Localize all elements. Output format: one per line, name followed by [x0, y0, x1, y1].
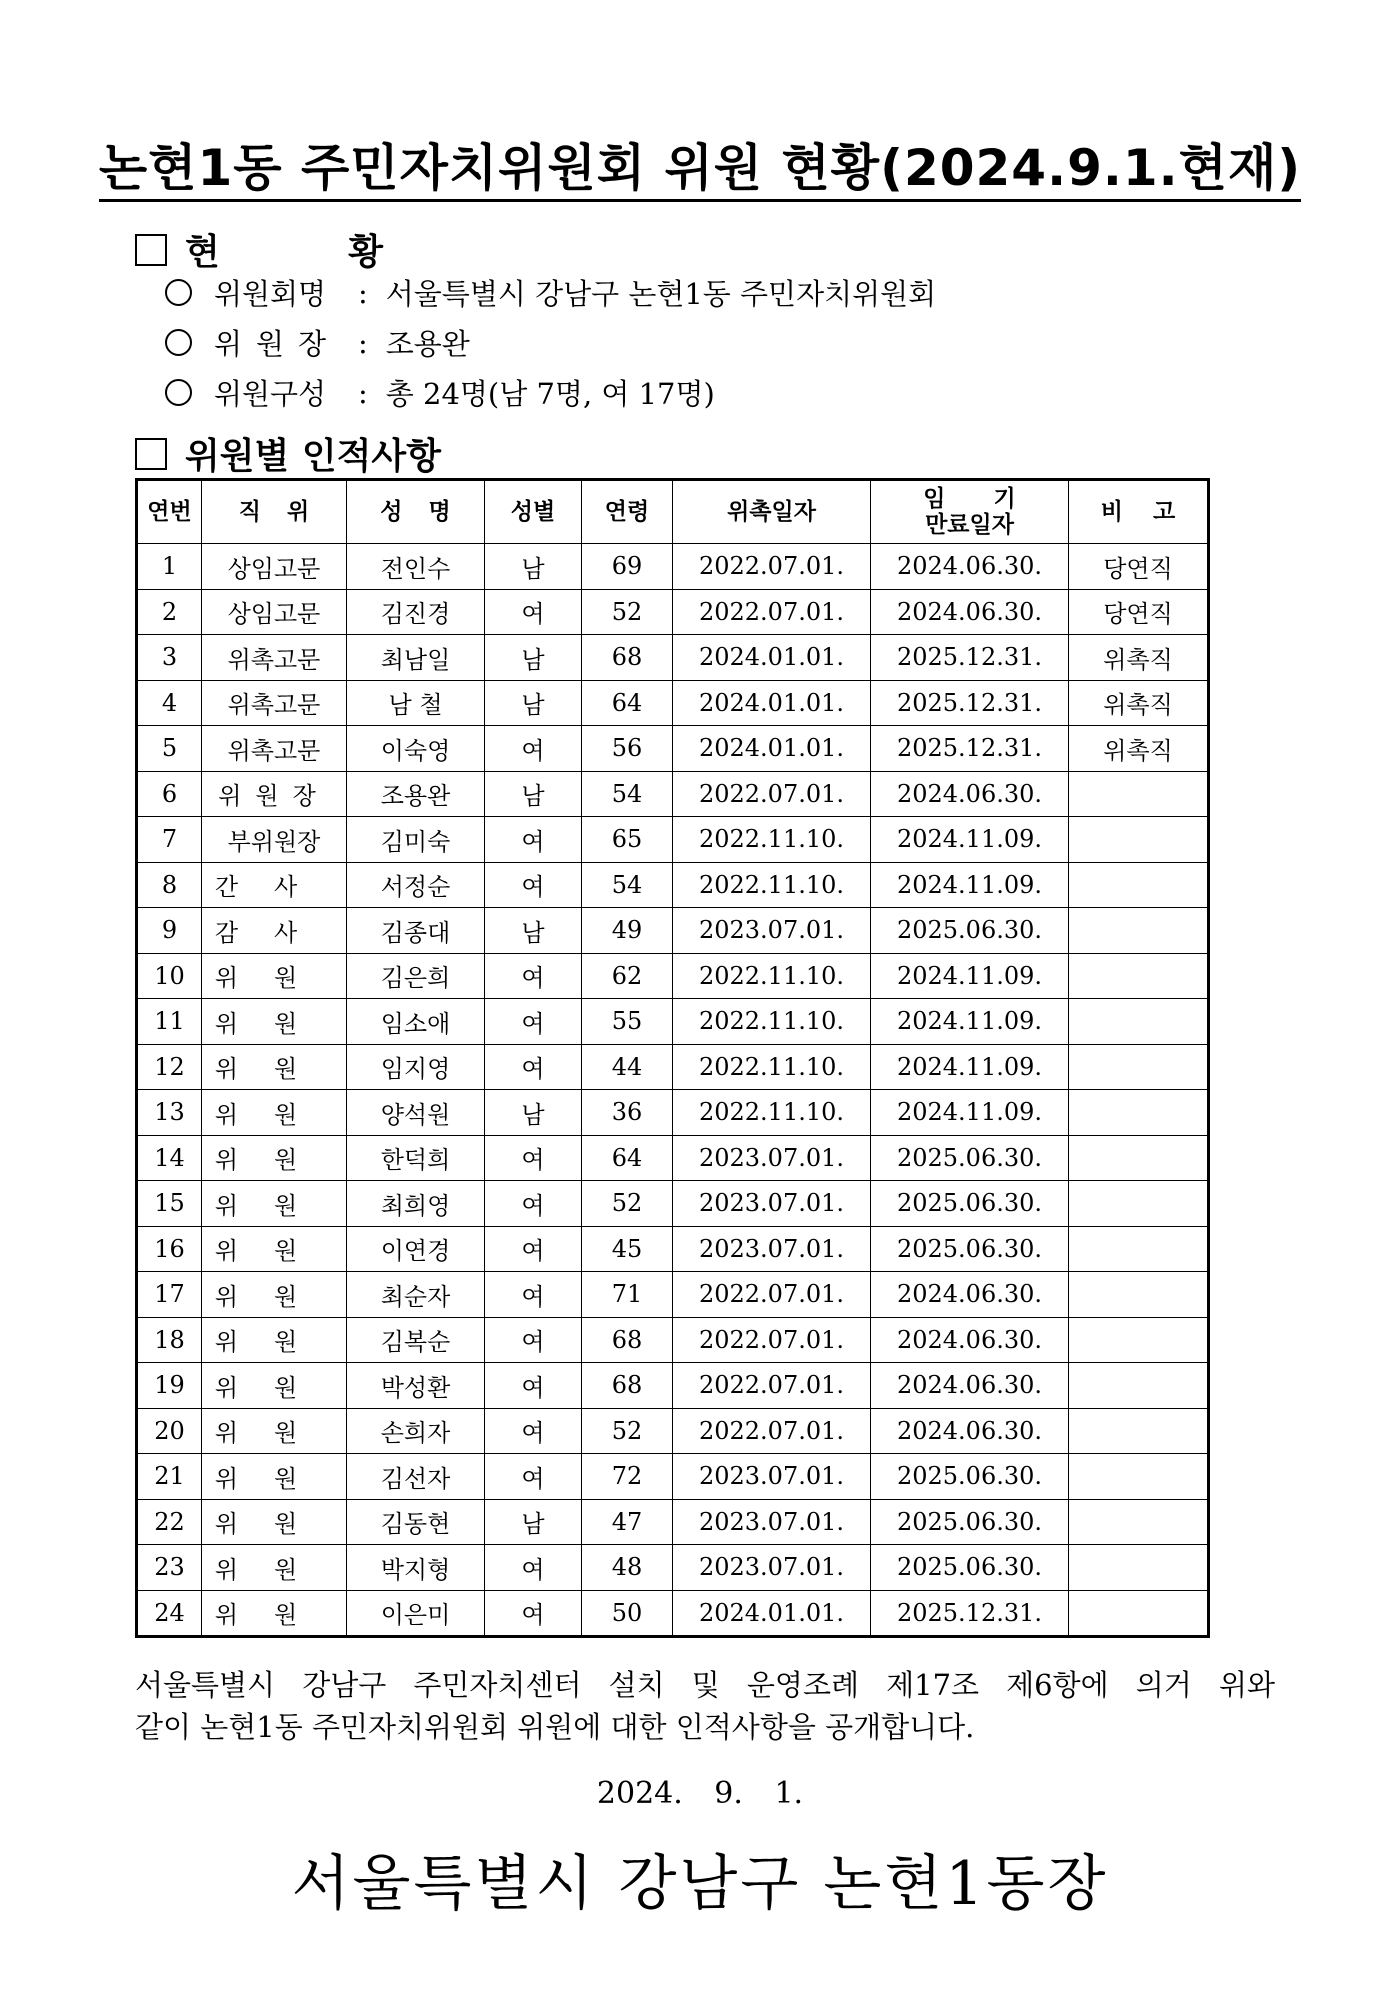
cell-name: 서정순 — [347, 862, 485, 908]
cell-appointed: 2022.07.01. — [673, 589, 871, 635]
cell-note — [1069, 1454, 1209, 1500]
circle-bullet-icon — [165, 379, 192, 406]
cell-expires: 2024.06.30. — [871, 1272, 1069, 1318]
header-term-bottom: 만료일자 — [925, 512, 1014, 538]
cell-age: 68 — [582, 1363, 673, 1409]
cell-name: 박성환 — [347, 1363, 485, 1409]
cell-appointed: 2023.07.01. — [673, 1454, 871, 1500]
cell-no: 15 — [137, 1181, 202, 1227]
cell-position: 간사 — [202, 862, 347, 908]
cell-position: 위원 — [202, 1135, 347, 1181]
cell-no: 8 — [137, 862, 202, 908]
cell-appointed: 2024.01.01. — [673, 680, 871, 726]
cell-expires: 2025.06.30. — [871, 1545, 1069, 1591]
cell-expires: 2024.06.30. — [871, 771, 1069, 817]
cell-age: 54 — [582, 771, 673, 817]
cell-age: 68 — [582, 635, 673, 681]
cell-age: 69 — [582, 544, 673, 590]
cell-name: 양석원 — [347, 1090, 485, 1136]
cell-position: 상임고문 — [202, 544, 347, 590]
cell-age: 55 — [582, 999, 673, 1045]
cell-gender: 여 — [485, 1363, 582, 1409]
cell-age: 52 — [582, 589, 673, 635]
cell-position: 감사 — [202, 908, 347, 954]
cell-expires: 2024.06.30. — [871, 589, 1069, 635]
cell-name: 이숙영 — [347, 726, 485, 772]
cell-no: 4 — [137, 680, 202, 726]
table-row — [137, 999, 1209, 1045]
cell-expires: 2024.06.30. — [871, 544, 1069, 590]
cell-appointed: 2022.07.01. — [673, 1272, 871, 1318]
cell-note — [1069, 1181, 1209, 1227]
document-title-text: 논현1동 주민자치위원회 위원 현황(2024.9.1.현재) — [99, 139, 1301, 202]
cell-no: 7 — [137, 817, 202, 863]
cell-no: 22 — [137, 1499, 202, 1545]
table-row — [137, 1090, 1209, 1136]
table-row — [137, 544, 1209, 590]
cell-note: 당연직 — [1069, 544, 1209, 590]
cell-appointed: 2022.07.01. — [673, 1363, 871, 1409]
cell-age: 49 — [582, 908, 673, 954]
table-row — [137, 771, 1209, 817]
cell-expires: 2025.12.31. — [871, 726, 1069, 772]
cell-name: 이은미 — [347, 1590, 485, 1637]
cell-position: 위원 — [202, 1408, 347, 1454]
cell-appointed: 2023.07.01. — [673, 1499, 871, 1545]
cell-position: 위원 — [202, 1272, 347, 1318]
cell-note: 위촉직 — [1069, 680, 1209, 726]
cell-note — [1069, 1545, 1209, 1591]
cell-gender: 여 — [485, 1044, 582, 1090]
table-row — [137, 1317, 1209, 1363]
table-row — [137, 862, 1209, 908]
cell-gender: 여 — [485, 726, 582, 772]
cell-gender: 여 — [485, 1272, 582, 1318]
header-name: 성 명 — [347, 480, 485, 544]
header-appointed: 위촉일자 — [673, 480, 871, 544]
circle-bullet-icon — [165, 329, 192, 356]
cell-age: 47 — [582, 1499, 673, 1545]
cell-gender: 여 — [485, 1181, 582, 1227]
cell-note — [1069, 953, 1209, 999]
cell-expires: 2025.06.30. — [871, 908, 1069, 954]
cell-position: 위촉고문 — [202, 635, 347, 681]
cell-expires: 2025.06.30. — [871, 1454, 1069, 1500]
cell-age: 45 — [582, 1226, 673, 1272]
cell-age: 52 — [582, 1181, 673, 1227]
section-members-label: 위원별 인적사항 — [185, 436, 441, 477]
cell-position: 위원 — [202, 1317, 347, 1363]
cell-gender: 여 — [485, 1317, 582, 1363]
cell-note: 위촉직 — [1069, 635, 1209, 681]
cell-expires: 2025.06.30. — [871, 1135, 1069, 1181]
cell-name: 이연경 — [347, 1226, 485, 1272]
cell-note — [1069, 817, 1209, 863]
section-status-label: 현 황 — [185, 232, 442, 273]
cell-age: 68 — [582, 1317, 673, 1363]
status-label: 위원구성 — [214, 377, 327, 411]
cell-name: 남 철 — [347, 680, 485, 726]
cell-gender: 여 — [485, 1408, 582, 1454]
cell-gender: 남 — [485, 680, 582, 726]
status-value: 총 24명(남 7명, 여 17명) — [385, 377, 715, 411]
cell-name: 최순자 — [347, 1272, 485, 1318]
table-row — [137, 908, 1209, 954]
disclosure-notice — [135, 1664, 1275, 1748]
cell-no: 2 — [137, 589, 202, 635]
cell-gender: 여 — [485, 953, 582, 999]
cell-no: 14 — [137, 1135, 202, 1181]
table-header-row — [137, 480, 1209, 544]
cell-appointed: 2023.07.01. — [673, 1545, 871, 1591]
cell-gender: 여 — [485, 1454, 582, 1500]
cell-name: 김복순 — [347, 1317, 485, 1363]
cell-name: 임소애 — [347, 999, 485, 1045]
cell-note — [1069, 1590, 1209, 1637]
cell-name: 김동현 — [347, 1499, 485, 1545]
cell-name: 조용완 — [347, 771, 485, 817]
cell-appointed: 2022.07.01. — [673, 544, 871, 590]
table-row — [137, 1454, 1209, 1500]
cell-note — [1069, 1272, 1209, 1318]
cell-position: 위원 — [202, 1363, 347, 1409]
cell-age: 44 — [582, 1044, 673, 1090]
cell-age: 64 — [582, 680, 673, 726]
status-item-committee — [165, 272, 936, 313]
header-term — [871, 480, 1069, 544]
cell-expires: 2025.12.31. — [871, 635, 1069, 681]
cell-position: 위원 — [202, 1090, 347, 1136]
cell-age: 54 — [582, 862, 673, 908]
colon-separator: : — [358, 275, 368, 310]
cell-name: 김진경 — [347, 589, 485, 635]
cell-expires: 2025.12.31. — [871, 1590, 1069, 1637]
cell-position: 상임고문 — [202, 589, 347, 635]
cell-appointed: 2022.07.01. — [673, 1408, 871, 1454]
cell-gender: 남 — [485, 635, 582, 681]
cell-note — [1069, 1090, 1209, 1136]
cell-expires: 2025.12.31. — [871, 680, 1069, 726]
table-row — [137, 1590, 1209, 1637]
cell-appointed: 2023.07.01. — [673, 1135, 871, 1181]
cell-expires: 2024.11.09. — [871, 1090, 1069, 1136]
cell-name: 한덕희 — [347, 1135, 485, 1181]
cell-note — [1069, 862, 1209, 908]
table-row — [137, 1135, 1209, 1181]
cell-name: 김선자 — [347, 1454, 485, 1500]
cell-no: 19 — [137, 1363, 202, 1409]
cell-note — [1069, 1044, 1209, 1090]
status-value: 서울특별시 강남구 논현1동 주민자치위원회 — [385, 277, 937, 311]
cell-age: 56 — [582, 726, 673, 772]
cell-appointed: 2022.11.10. — [673, 817, 871, 863]
cell-appointed: 2022.11.10. — [673, 1044, 871, 1090]
cell-position: 위원 — [202, 1545, 347, 1591]
cell-no: 18 — [137, 1317, 202, 1363]
cell-no: 24 — [137, 1590, 202, 1637]
cell-position: 위촉고문 — [202, 726, 347, 772]
table-row — [137, 1363, 1209, 1409]
cell-age: 52 — [582, 1408, 673, 1454]
table-row — [137, 680, 1209, 726]
cell-position: 부위원장 — [202, 817, 347, 863]
status-label: 위원장 — [214, 327, 341, 361]
cell-expires: 2025.06.30. — [871, 1499, 1069, 1545]
cell-gender: 여 — [485, 817, 582, 863]
header-note: 비 고 — [1069, 480, 1209, 544]
notice-line-2: 같이 논현1동 주민자치위원회 위원에 대한 인적사항을 공개합니다. — [135, 1710, 975, 1744]
cell-appointed: 2024.01.01. — [673, 635, 871, 681]
table-row — [137, 1181, 1209, 1227]
cell-note — [1069, 771, 1209, 817]
cell-age: 50 — [582, 1590, 673, 1637]
cell-gender: 여 — [485, 1590, 582, 1637]
cell-gender: 여 — [485, 1545, 582, 1591]
cell-note — [1069, 1408, 1209, 1454]
cell-position: 위원 — [202, 1181, 347, 1227]
document-date: 2024. 9. 1. — [596, 1776, 804, 1811]
cell-no: 20 — [137, 1408, 202, 1454]
cell-expires: 2024.11.09. — [871, 817, 1069, 863]
cell-gender: 여 — [485, 862, 582, 908]
cell-no: 1 — [137, 544, 202, 590]
cell-name: 최남일 — [347, 635, 485, 681]
cell-expires: 2024.06.30. — [871, 1363, 1069, 1409]
cell-name: 박지형 — [347, 1545, 485, 1591]
cell-expires: 2024.06.30. — [871, 1317, 1069, 1363]
cell-expires: 2025.06.30. — [871, 1226, 1069, 1272]
cell-note — [1069, 999, 1209, 1045]
square-bullet-icon — [135, 234, 167, 266]
header-gender: 성별 — [485, 480, 582, 544]
cell-appointed: 2024.01.01. — [673, 1590, 871, 1637]
table-row — [137, 817, 1209, 863]
cell-name: 김은희 — [347, 953, 485, 999]
cell-no: 17 — [137, 1272, 202, 1318]
cell-name: 임지영 — [347, 1044, 485, 1090]
issuer-signature: 서울특별시 강남구 논현1동장 — [291, 1849, 1109, 1919]
table-row — [137, 1226, 1209, 1272]
cell-no: 10 — [137, 953, 202, 999]
cell-note — [1069, 1499, 1209, 1545]
cell-no: 13 — [137, 1090, 202, 1136]
cell-age: 71 — [582, 1272, 673, 1318]
cell-position: 위원 — [202, 1226, 347, 1272]
cell-no: 23 — [137, 1545, 202, 1591]
cell-name: 최희영 — [347, 1181, 485, 1227]
square-bullet-icon — [135, 438, 167, 470]
cell-expires: 2024.11.09. — [871, 1044, 1069, 1090]
cell-gender: 여 — [485, 1226, 582, 1272]
cell-note — [1069, 908, 1209, 954]
cell-expires: 2025.06.30. — [871, 1181, 1069, 1227]
cell-no: 9 — [137, 908, 202, 954]
cell-no: 3 — [137, 635, 202, 681]
cell-name: 손희자 — [347, 1408, 485, 1454]
document-title — [0, 128, 1400, 200]
cell-appointed: 2023.07.01. — [673, 1181, 871, 1227]
status-item-chair — [165, 322, 470, 363]
cell-appointed: 2023.07.01. — [673, 1226, 871, 1272]
status-value: 조용완 — [385, 327, 470, 361]
table-row — [137, 1545, 1209, 1591]
cell-gender: 남 — [485, 544, 582, 590]
cell-gender: 여 — [485, 999, 582, 1045]
table-row — [137, 1272, 1209, 1318]
cell-name: 전인수 — [347, 544, 485, 590]
cell-no: 6 — [137, 771, 202, 817]
cell-position: 위원 — [202, 1044, 347, 1090]
cell-name: 김종대 — [347, 908, 485, 954]
cell-appointed: 2022.11.10. — [673, 999, 871, 1045]
cell-position: 위원 — [202, 1499, 347, 1545]
cell-position: 위원 — [202, 1454, 347, 1500]
cell-position: 위촉고문 — [202, 680, 347, 726]
cell-age: 48 — [582, 1545, 673, 1591]
cell-gender: 남 — [485, 1499, 582, 1545]
status-label: 위원회명 — [214, 277, 327, 311]
members-table — [135, 478, 1210, 1638]
cell-note — [1069, 1135, 1209, 1181]
cell-age: 64 — [582, 1135, 673, 1181]
cell-age: 36 — [582, 1090, 673, 1136]
table-row — [137, 1044, 1209, 1090]
header-no: 연번 — [137, 480, 202, 544]
cell-no: 16 — [137, 1226, 202, 1272]
cell-age: 65 — [582, 817, 673, 863]
cell-expires: 2024.06.30. — [871, 1408, 1069, 1454]
header-position: 직 위 — [202, 480, 347, 544]
section-members-heading — [135, 428, 441, 479]
cell-expires: 2024.11.09. — [871, 953, 1069, 999]
notice-line-1: 서울특별시 강남구 주민자치센터 설치 및 운영조례 제17조 제6항에 의거 위와 — [135, 1668, 1275, 1702]
table-row — [137, 589, 1209, 635]
cell-appointed: 2022.11.10. — [673, 1090, 871, 1136]
cell-gender: 남 — [485, 1090, 582, 1136]
cell-appointed: 2022.07.01. — [673, 1317, 871, 1363]
circle-bullet-icon — [165, 279, 192, 306]
cell-note — [1069, 1226, 1209, 1272]
cell-no: 11 — [137, 999, 202, 1045]
cell-position: 위원장 — [202, 771, 347, 817]
cell-gender: 남 — [485, 771, 582, 817]
status-item-composition — [165, 372, 715, 413]
section-status-heading — [135, 224, 441, 275]
cell-note: 당연직 — [1069, 589, 1209, 635]
colon-separator: : — [358, 325, 368, 360]
cell-expires: 2024.11.09. — [871, 999, 1069, 1045]
cell-position: 위원 — [202, 1590, 347, 1637]
cell-age: 62 — [582, 953, 673, 999]
cell-note: 위촉직 — [1069, 726, 1209, 772]
cell-appointed: 2023.07.01. — [673, 908, 871, 954]
table-row — [137, 953, 1209, 999]
cell-note — [1069, 1317, 1209, 1363]
cell-position: 위원 — [202, 953, 347, 999]
cell-gender: 여 — [485, 589, 582, 635]
cell-no: 5 — [137, 726, 202, 772]
table-row — [137, 1408, 1209, 1454]
table-row — [137, 635, 1209, 681]
cell-gender: 여 — [485, 1135, 582, 1181]
cell-no: 21 — [137, 1454, 202, 1500]
cell-gender: 남 — [485, 908, 582, 954]
cell-appointed: 2022.11.10. — [673, 953, 871, 999]
cell-appointed: 2022.11.10. — [673, 862, 871, 908]
cell-name: 김미숙 — [347, 817, 485, 863]
cell-appointed: 2024.01.01. — [673, 726, 871, 772]
table-row — [137, 726, 1209, 772]
cell-age: 72 — [582, 1454, 673, 1500]
cell-expires: 2024.11.09. — [871, 862, 1069, 908]
table-row — [137, 1499, 1209, 1545]
header-age: 연령 — [582, 480, 673, 544]
cell-note — [1069, 1363, 1209, 1409]
colon-separator: : — [358, 375, 368, 410]
cell-no: 12 — [137, 1044, 202, 1090]
header-term-top: 임 기 — [923, 486, 1016, 512]
cell-position: 위원 — [202, 999, 347, 1045]
cell-appointed: 2022.07.01. — [673, 771, 871, 817]
